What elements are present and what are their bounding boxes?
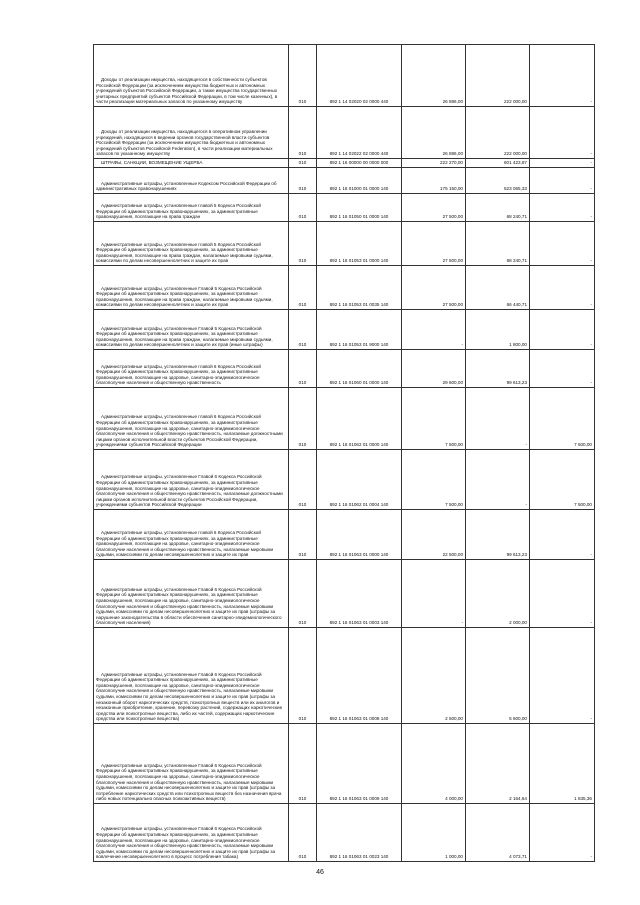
table-row [94, 159, 595, 168]
row-value-1-cell [402, 450, 466, 510]
table-row [94, 45, 595, 107]
row-code-cell [289, 450, 317, 510]
row-value-3-cell [530, 45, 595, 107]
row-value-2-cell-text: 601 423,87 [504, 160, 527, 166]
row-value-2-cell [466, 168, 530, 194]
row-value-1-cell-text: - [461, 342, 463, 348]
row-value-2-cell [466, 45, 530, 107]
row-value-1-cell [402, 560, 466, 628]
row-value-1-cell [402, 194, 466, 222]
row-value-3-cell [530, 159, 595, 168]
row-value-2-cell [466, 560, 530, 628]
row-kbk-cell [317, 388, 402, 450]
row-code-cell [289, 350, 317, 388]
row-kbk-cell [317, 450, 402, 510]
row-value-3-cell-text: - [590, 186, 592, 192]
row-value-3-cell-text: 7 500,00 [574, 502, 592, 508]
row-code-cell-text: 010 [298, 854, 307, 860]
row-name-cell-text: Административные штрафы, установленные главой 6 Кодекса Российской Федерации об административных правонарушениях, за административные правонарушения, посягающие на здоровье, санитарно-эпидемиологическое благополучие населения и общественную нравственность, налагаемые должностными лицами органов исполнительной власти субъектов Российской Федерации, учреждениями субъектов Российской Федерации [96, 414, 283, 448]
row-value-1-cell-text: 27 500,00 [442, 214, 463, 220]
row-value-1-cell-text: 29 600,00 [442, 380, 463, 386]
row-name-cell [94, 266, 289, 310]
row-code-cell [289, 159, 317, 168]
table-row [94, 350, 595, 388]
row-name-cell-text: Доходы от реализации имущества, находящегося в собственности субъектов Российской Федерации (за исключением имущества бюджетных и автономных учреждений субъектов Российской Федерации, а также имущества государственных унитарных предприятий субъектов Российской Федерации, в том числе казенных), в части реализации материальных запасов по указанному имуществу [96, 77, 278, 105]
row-kbk-cell-text: 892 1 16 01062 01 0004 140 [329, 502, 389, 508]
row-value-1-cell-text: 22 500,00 [442, 552, 463, 558]
row-kbk-cell [317, 724, 402, 804]
row-kbk-cell-text: 892 1 16 01053 01 9000 140 [329, 342, 389, 348]
row-name-cell [94, 804, 289, 862]
row-kbk-cell-text: 892 1 16 01053 01 0000 140 [329, 258, 389, 264]
row-kbk-cell [317, 560, 402, 628]
row-value-2-cell-text: 523 065,33 [504, 186, 527, 192]
table-row [94, 450, 595, 510]
row-value-2-cell-text: 2 164,64 [509, 796, 527, 802]
row-value-1-cell [402, 107, 466, 159]
row-code-cell-text: 010 [298, 716, 307, 722]
row-value-3-cell [530, 628, 595, 724]
row-code-cell [289, 107, 317, 159]
table-row [94, 222, 595, 266]
row-code-cell [289, 310, 317, 350]
row-name-cell [94, 560, 289, 628]
row-kbk-cell-text: 892 1 16 01063 01 0023 140 [329, 854, 389, 860]
row-kbk-cell [317, 804, 402, 862]
row-name-cell-text: Административные штрафы, установленные главой 6 Кодекса Российской Федерации об административных правонарушениях, за административные правонарушения, посягающие на здоровье, санитарно-эпидемиологическое благополучие населения и общественную нравственность, налагаемые мировыми судьями, комиссиями по делам несовершеннолетних и защите их прав [96, 530, 274, 558]
row-value-1-cell [402, 628, 466, 724]
row-value-2-cell [466, 804, 530, 862]
row-value-2-cell-text: 1 800,00 [509, 342, 527, 348]
row-value-3-cell [530, 560, 595, 628]
row-code-cell-text: 010 [298, 258, 307, 264]
row-value-2-cell-text: 99 613,23 [506, 380, 527, 386]
row-code-cell-text: 010 [298, 214, 307, 220]
row-kbk-cell-text: 892 1 16 01063 01 0009 140 [329, 796, 389, 802]
row-value-3-cell [530, 350, 595, 388]
row-value-1-cell [402, 45, 466, 107]
row-code-cell-text: 010 [298, 186, 307, 192]
row-value-3-cell-text: - [590, 342, 592, 348]
row-kbk-cell-text: 892 1 16 00000 00 0000 000 [329, 160, 389, 166]
row-value-3-cell-text: - [590, 151, 592, 157]
row-value-2-cell [466, 724, 530, 804]
table-row [94, 194, 595, 222]
row-code-cell [289, 168, 317, 194]
row-kbk-cell [317, 310, 402, 350]
row-value-2-cell [466, 194, 530, 222]
row-name-cell [94, 159, 289, 168]
row-value-2-cell-text: 68 240,71 [506, 258, 527, 264]
table-row [94, 310, 595, 350]
table-row [94, 628, 595, 724]
row-value-3-cell-text: 7 500,00 [574, 442, 592, 448]
row-value-2-cell-text: 2 000,00 [509, 620, 527, 626]
row-value-1-cell-text: 26 886,00 [442, 151, 463, 157]
row-value-2-cell-text: - [525, 442, 527, 448]
row-value-3-cell [530, 168, 595, 194]
row-value-2-cell [466, 222, 530, 266]
row-value-2-cell [466, 310, 530, 350]
row-value-3-cell [530, 724, 595, 804]
row-name-cell-text: Административные штрафы, установленные Главой 6 Кодекса Российской Федерации об административных правонарушениях, за административные правонарушения, посягающие на здоровье, санитарно-эпидемиологическое благополучие населения и общественную нравственность, налагаемые должностными лицами органов исполнительной власти субъектов Российской Федерации, учреждениями субъектов Российской Федерации [96, 474, 283, 508]
row-kbk-cell [317, 510, 402, 560]
row-value-1-cell-text: 222 270,00 [440, 160, 463, 166]
row-code-cell-text: 010 [298, 502, 307, 508]
row-name-cell-text: Доходы от реализации имущества, находящегося в оперативном управлении учреждений, находящихся в ведении органов государственной власти субъектов Российской Федерации (за исключением имущества бюджетных и автономных учреждений субъектов Российской Federation), в части реализации материальных запасов по указанному имуществу [96, 129, 273, 157]
row-value-3-cell [530, 266, 595, 310]
row-value-1-cell-text: 27 500,00 [442, 302, 463, 308]
row-code-cell [289, 628, 317, 724]
row-value-3-cell-text: - [590, 99, 592, 105]
row-name-cell [94, 168, 289, 194]
row-code-cell-text: 010 [298, 796, 307, 802]
row-value-3-cell [530, 804, 595, 862]
row-kbk-cell-text: 892 1 16 01063 01 0003 140 [329, 620, 389, 626]
row-value-3-cell-text: - [590, 258, 592, 264]
table-row [94, 560, 595, 628]
row-value-1-cell [402, 168, 466, 194]
row-value-1-cell [402, 266, 466, 310]
row-value-1-cell [402, 350, 466, 388]
row-value-2-cell-text: 5 600,00 [509, 716, 527, 722]
row-value-3-cell [530, 107, 595, 159]
row-code-cell [289, 222, 317, 266]
row-value-3-cell-text: - [590, 380, 592, 386]
row-kbk-cell-text: 892 1 16 01063 01 0000 140 [329, 552, 389, 558]
row-value-1-cell-text: 26 886,00 [442, 99, 463, 105]
row-kbk-cell [317, 168, 402, 194]
row-value-2-cell [466, 628, 530, 724]
row-name-cell-text: Административные штрафы, установленные Кодексом Российской Федерации об административных правонарушениях [96, 180, 277, 192]
table-row [94, 510, 595, 560]
row-name-cell [94, 107, 289, 159]
row-value-1-cell-text: 4 000,00 [445, 796, 463, 802]
row-name-cell [94, 310, 289, 350]
row-value-2-cell [466, 450, 530, 510]
row-value-3-cell [530, 222, 595, 266]
row-kbk-cell-text: 892 1 16 01062 01 0000 140 [329, 442, 389, 448]
row-value-2-cell [466, 159, 530, 168]
row-name-cell-text: Административные штрафы, установленные Главой 6 Кодекса Российской Федерации об административных правонарушениях, за административные правонарушения, посягающие на здоровье, санитарно-эпидемиологическое благополучие населения и общественную нравственность, налагаемые мировыми судьями, комиссиями по делам несовершеннолетних и защите их прав (штрафы за вовлечение несовершеннолетнего в процесс потребления табака) [96, 826, 276, 860]
row-code-cell [289, 266, 317, 310]
row-value-3-cell [530, 510, 595, 560]
row-value-1-cell [402, 510, 466, 560]
row-value-2-cell-text: - [525, 502, 527, 508]
table-row [94, 107, 595, 159]
row-value-1-cell-text: 27 500,00 [442, 258, 463, 264]
row-kbk-cell-text: 892 1 16 01000 01 0000 140 [329, 186, 389, 192]
table-row [94, 724, 595, 804]
row-kbk-cell [317, 222, 402, 266]
row-value-1-cell [402, 222, 466, 266]
revenue-table-body [94, 45, 595, 862]
row-name-cell [94, 450, 289, 510]
row-value-2-cell-text: 4 073,71 [509, 854, 527, 860]
row-code-cell [289, 560, 317, 628]
row-kbk-cell [317, 107, 402, 159]
row-value-1-cell [402, 388, 466, 450]
row-value-1-cell-text: 2 500,00 [445, 716, 463, 722]
row-value-2-cell [466, 266, 530, 310]
row-code-cell [289, 388, 317, 450]
row-code-cell [289, 194, 317, 222]
row-name-cell [94, 350, 289, 388]
row-kbk-cell [317, 194, 402, 222]
row-value-3-cell [530, 310, 595, 350]
row-code-cell-text: 010 [298, 442, 307, 448]
row-value-2-cell-text: 66 440,71 [506, 302, 527, 308]
revenue-table [93, 44, 595, 862]
row-name-cell-text: ШТРАФЫ, САНКЦИИ, ВОЗМЕЩЕНИЕ УЩЕРБА [101, 160, 203, 166]
row-value-3-cell-text: - [590, 620, 592, 626]
row-kbk-cell [317, 628, 402, 724]
row-name-cell-text: Административные штрафы, установленные главой 6 Кодекса Российской Федерации об административных правонарушениях, за административные правонарушения, посягающие на здоровье, санитарно-эпидемиологическое благополучие населения и общественную нравственность [96, 363, 261, 386]
row-kbk-cell [317, 350, 402, 388]
row-name-cell [94, 45, 289, 107]
table-row [94, 168, 595, 194]
row-value-1-cell-text: 1 000,00 [445, 854, 463, 860]
row-value-1-cell-text: 7 500,00 [445, 502, 463, 508]
row-value-2-cell [466, 350, 530, 388]
row-name-cell-text: Административные штрафы, установленные Главой 6 Кодекса Российской Федерации об административных правонарушениях, за административные правонарушения, посягающие на здоровье, санитарно-эпидемиологическое благополучие населения и общественную нравственность, налагаемые мировыми судьями, комиссиями по делам несовершеннолетних и защите их прав (штрафы за незаконный оборот наркотических средств, психотропных веществ или их аналогов и незаконные приобретение, хранение, перевозку растений, содержащих наркотические средства или психотропные вещества, либо их частей, содержащих наркотические средства или психотропные вещества) [96, 671, 283, 722]
row-value-3-cell-text: - [590, 854, 592, 860]
row-code-cell-text: 010 [298, 99, 307, 105]
row-value-2-cell-text: 222 000,00 [504, 99, 527, 105]
row-value-3-cell-text: - [590, 214, 592, 220]
row-kbk-cell [317, 45, 402, 107]
row-value-1-cell [402, 159, 466, 168]
report-sheet [93, 44, 594, 862]
row-code-cell-text: 010 [298, 160, 307, 166]
table-row [94, 266, 595, 310]
row-value-1-cell [402, 310, 466, 350]
row-name-cell [94, 194, 289, 222]
row-value-2-cell [466, 388, 530, 450]
row-code-cell [289, 804, 317, 862]
row-name-cell [94, 388, 289, 450]
row-code-cell-text: 010 [298, 151, 307, 157]
row-name-cell-text: Административные штрафы, установленные Главой 5 Кодекса Российской Федерации об административных правонарушениях, за административные правонарушения, посягающие на права граждан, налагаемые мировыми судьями, комиссиями по делам несовершеннолетних и защите их прав (иные штрафы) [96, 325, 273, 348]
row-value-3-cell [530, 450, 595, 510]
row-value-1-cell-text: - [461, 620, 463, 626]
row-value-2-cell [466, 510, 530, 560]
row-value-3-cell [530, 194, 595, 222]
row-kbk-cell [317, 266, 402, 310]
row-code-cell [289, 45, 317, 107]
row-value-1-cell [402, 804, 466, 862]
row-value-3-cell [530, 388, 595, 450]
row-value-2-cell-text: 99 613,23 [506, 552, 527, 558]
table-row [94, 388, 595, 450]
row-value-3-cell-text: - [590, 302, 592, 308]
row-value-1-cell-text: 175 150,00 [440, 186, 463, 192]
row-value-3-cell-text: 1 835,36 [574, 796, 592, 802]
row-value-1-cell [402, 724, 466, 804]
row-name-cell-text: Административные штрафы, установленные Главой 6 Кодекса Российской Федерации об административных правонарушениях, за административные правонарушения, посягающие на здоровье, санитарно-эпидемиологическое благополучие населения и общественную нравственность, налагаемые мировыми судьями, комиссиями по делам несовершеннолетних и защите их прав (штрафы за потребление наркотических средств или психотропных веществ без назначения врача либо новых потенциально опасных психоактивных веществ) [96, 762, 282, 802]
row-kbk-cell-text: 892 1 16 01053 01 0035 140 [329, 302, 389, 308]
row-name-cell-text: Административные штрафы, установленные главой 5 Кодекса Российской Федерации об административных правонарушениях, за административные правонарушения, посягающие на права граждан [96, 203, 261, 220]
row-value-3-cell-text: - [590, 160, 592, 166]
row-value-2-cell [466, 107, 530, 159]
row-kbk-cell-text: 892 1 14 02022 02 0000 440 [329, 151, 389, 157]
row-name-cell [94, 510, 289, 560]
row-code-cell-text: 010 [298, 552, 307, 558]
row-name-cell-text: Административные штрафы, установленные главой 5 Кодекса Российской Федерации об административных правонарушениях, за административные правонарушения, посягающие на права граждан, налагаемые мировыми судьями, комиссиями по делам несовершеннолетних и защите их прав [96, 241, 273, 264]
row-kbk-cell-text: 892 1 16 01060 01 0000 140 [329, 380, 389, 386]
row-name-cell [94, 628, 289, 724]
row-code-cell-text: 010 [298, 342, 307, 348]
row-name-cell-text: Административные штрафы, установленные Главой 5 Кодекса Российской Федерации об административных правонарушениях, за административные правонарушения, посягающие на права граждан, налагаемые мировыми судьями, комиссиями по делам несовершеннолетних и защите их прав [96, 285, 273, 308]
row-kbk-cell [317, 159, 402, 168]
row-code-cell-text: 010 [298, 302, 307, 308]
row-kbk-cell-text: 892 1 16 01050 01 0000 140 [329, 214, 389, 220]
row-name-cell [94, 222, 289, 266]
row-value-3-cell-text: - [590, 716, 592, 722]
row-code-cell [289, 510, 317, 560]
row-value-2-cell-text: 68 240,71 [506, 214, 527, 220]
row-code-cell-text: 010 [298, 380, 307, 386]
row-code-cell-text: 010 [298, 620, 307, 626]
row-name-cell-text: Административные штрафы, установленные Главой 6 Кодекса Российской Федерации об административных правонарушениях, за административные правонарушения, посягающие на здоровье, санитарно-эпидемиологическое благополучие населения и общественную нравственность, налагаемые мировыми судьями, комиссиями по делам несовершеннолетних и защите их прав (штрафы за нарушение законодательства в области обеспечения санитарно-эпидемиологического благополучия населения) [96, 586, 282, 626]
row-code-cell [289, 724, 317, 804]
table-row [94, 804, 595, 862]
row-kbk-cell-text: 892 1 14 02020 02 0000 440 [329, 99, 389, 105]
row-value-3-cell-text: - [590, 552, 592, 558]
row-value-2-cell-text: 222 000,00 [504, 151, 527, 157]
row-kbk-cell-text: 892 1 16 01063 01 0008 140 [329, 716, 389, 722]
page-number: 46 [316, 869, 324, 876]
row-name-cell [94, 724, 289, 804]
row-value-1-cell-text: 7 500,00 [445, 442, 463, 448]
